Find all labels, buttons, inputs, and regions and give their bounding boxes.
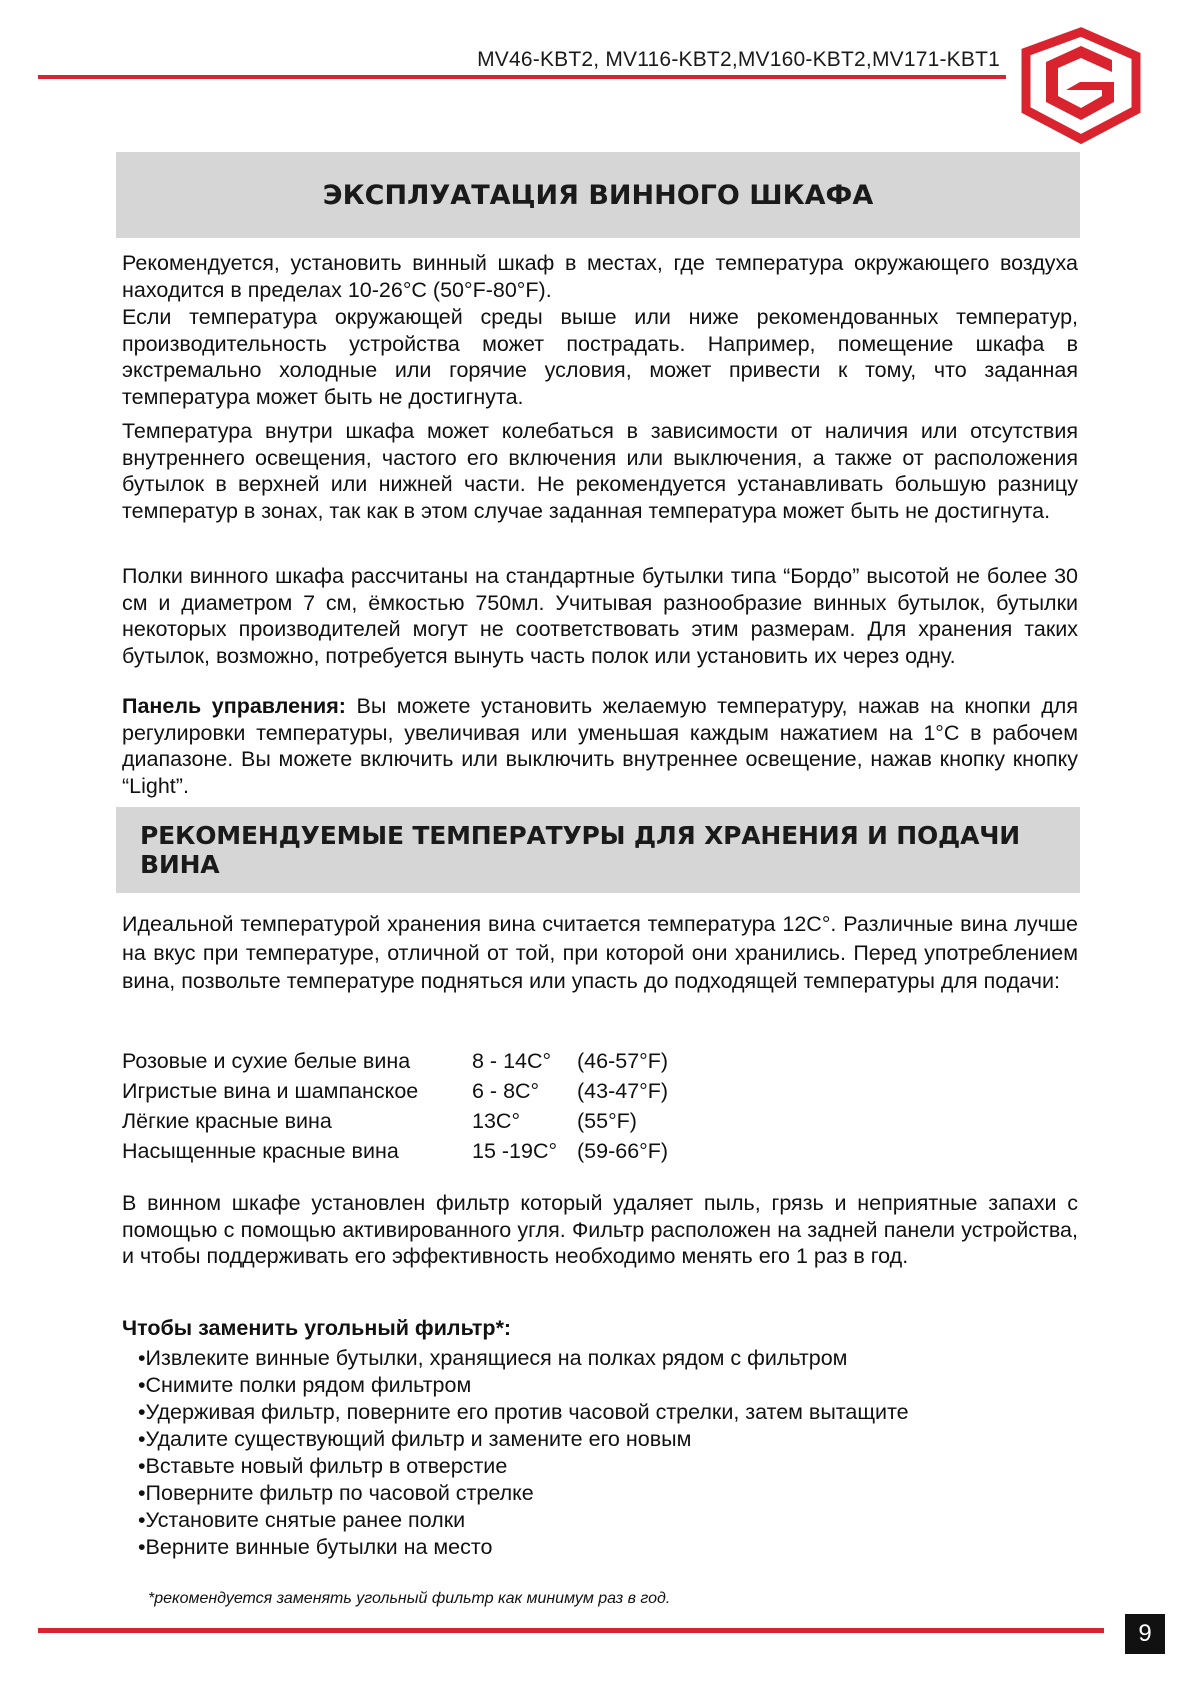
paragraph-performance: Если температура окружающей среды выше или ниже рекомендованных температур, производительность устройства может пострадать. Например, помещение шкафа в экстремально холодные или горячие условия, может привести к тому, что заданная температура может быть не достигнута.	[122, 305, 1078, 409]
section-title-operation: ЭКСПЛУАТАЦИЯ ВИННОГО ШКАФА	[116, 152, 1080, 238]
paragraph-temperature-fluctuation: Температура внутри шкафа может колебаться в зависимости от наличия или отсутствия внутреннего освещения, частого его включения или выключения, а также от расположения бутылок в верхней или нижней части. Не рекомендуется устанавливать большую разницу температур в зонах, так как в этом случае заданная температура может быть не достигнута.	[122, 419, 1078, 523]
wine-celsius: 13С°	[472, 1108, 521, 1133]
page-number: 9	[1125, 1614, 1165, 1654]
list-item: •Извлеките винные бутылки, хранящиеся на полках рядом с фильтром	[138, 1346, 848, 1370]
brand-logo-icon	[1018, 24, 1144, 148]
paragraph-ambient-temperature: Рекомендуется, установить винный шкаф в местах, где температура окружающего воздуха находится в пределах 10-26°С (50°F-80°F).	[122, 251, 1078, 302]
paragraph-filter-info: В винном шкафе установлен фильтр который удаляет пыль, грязь и неприятные запахи с помощью с помощью активированного угля. Фильтр расположен на задней панели устройства, и чтобы поддерживать его эффективность необходимо менять его 1 раз в год.	[122, 1191, 1078, 1268]
header-rule	[38, 75, 1006, 79]
wine-fahrenheit: (43-47°F)	[577, 1078, 669, 1103]
table-row	[122, 1046, 668, 1076]
paragraph-control-panel	[122, 693, 1078, 799]
wine-celsius: 15 -19С°	[472, 1138, 558, 1163]
filter-steps-list	[138, 1345, 909, 1561]
wine-celsius: 6 - 8С°	[472, 1078, 540, 1103]
footer-rule	[38, 1628, 1104, 1633]
paragraph-ideal-temperature: Идеальной температурой хранения вина считается температура 12С°. Различные вина лучше на вкус при температуре, отличной от той, при которой они хранились. Перед употреблением вина, позвольте температуре подняться или упасть до подходящей температуры для подачи:	[122, 912, 1078, 993]
wine-name: Лёгкие красные вина	[122, 1108, 332, 1133]
list-item: •Снимите полки рядом фильтром	[138, 1373, 472, 1397]
table-row	[122, 1136, 668, 1166]
table-row	[122, 1076, 668, 1106]
list-item: •Вставьте новый фильтр в отверстие	[138, 1454, 508, 1478]
list-item: •Установите снятые ранее полки	[138, 1508, 466, 1532]
filter-replacement-title: Чтобы заменить угольный фильтр*:	[122, 1316, 512, 1340]
wine-fahrenheit: (55°F)	[577, 1108, 637, 1133]
list-item: •Верните винные бутылки на место	[138, 1535, 493, 1559]
wine-name: Розовые и сухие белые вина	[122, 1048, 411, 1073]
paragraph-shelves: Полки винного шкафа рассчитаны на стандартные бутылки типа “Бордо” высотой не более 30 см и диаметром 7 см, ёмкостью 750мл. Учитывая разнообразие винных бутылок, бутылки некоторых производителей могут не соответствовать этим размерам. Для хранения таких бутылок, возможно, потребуется вынуть часть полок или установить их через одну.	[122, 564, 1078, 668]
model-list: MV46-KBT2, MV116-KBT2,MV160-KBT2,MV171-KBT1	[477, 48, 1000, 71]
wine-fahrenheit: (59-66°F)	[577, 1138, 669, 1163]
wine-celsius: 8 - 14С°	[472, 1048, 552, 1073]
section-title-temperatures: РЕКОМЕНДУЕМЫЕ ТЕМПЕРАТУРЫ ДЛЯ ХРАНЕНИЯ И ПОДАЧИ ВИНА	[116, 807, 1080, 893]
table-row	[122, 1106, 668, 1136]
wine-fahrenheit: (46-57°F)	[577, 1048, 669, 1073]
list-item: •Удалите существующий фильтр и замените его новым	[138, 1427, 692, 1451]
wine-temperature-table	[122, 1046, 668, 1166]
control-panel-text: Вы можете установить желаемую температуру, нажав на кнопки для регулировки температуры, увеличивая или уменьшая каждым нажатием на 1°С в рабочем диапазоне. Вы можете включить или выключить внутреннее освещение, нажав кнопку кнопку “Light”.	[122, 694, 1078, 798]
list-item: •Поверните фильтр по часовой стрелке	[138, 1481, 534, 1505]
wine-name: Игристые вина и шампанское	[122, 1078, 419, 1103]
footnote: *рекомендуется заменять угольный фильтр как минимум раз в год.	[148, 1590, 671, 1607]
list-item: •Удерживая фильтр, поверните его против часовой стрелки, затем вытащите	[138, 1400, 909, 1424]
control-panel-label: Панель управления:	[122, 694, 346, 718]
wine-name: Насыщенные красные вина	[122, 1138, 399, 1163]
